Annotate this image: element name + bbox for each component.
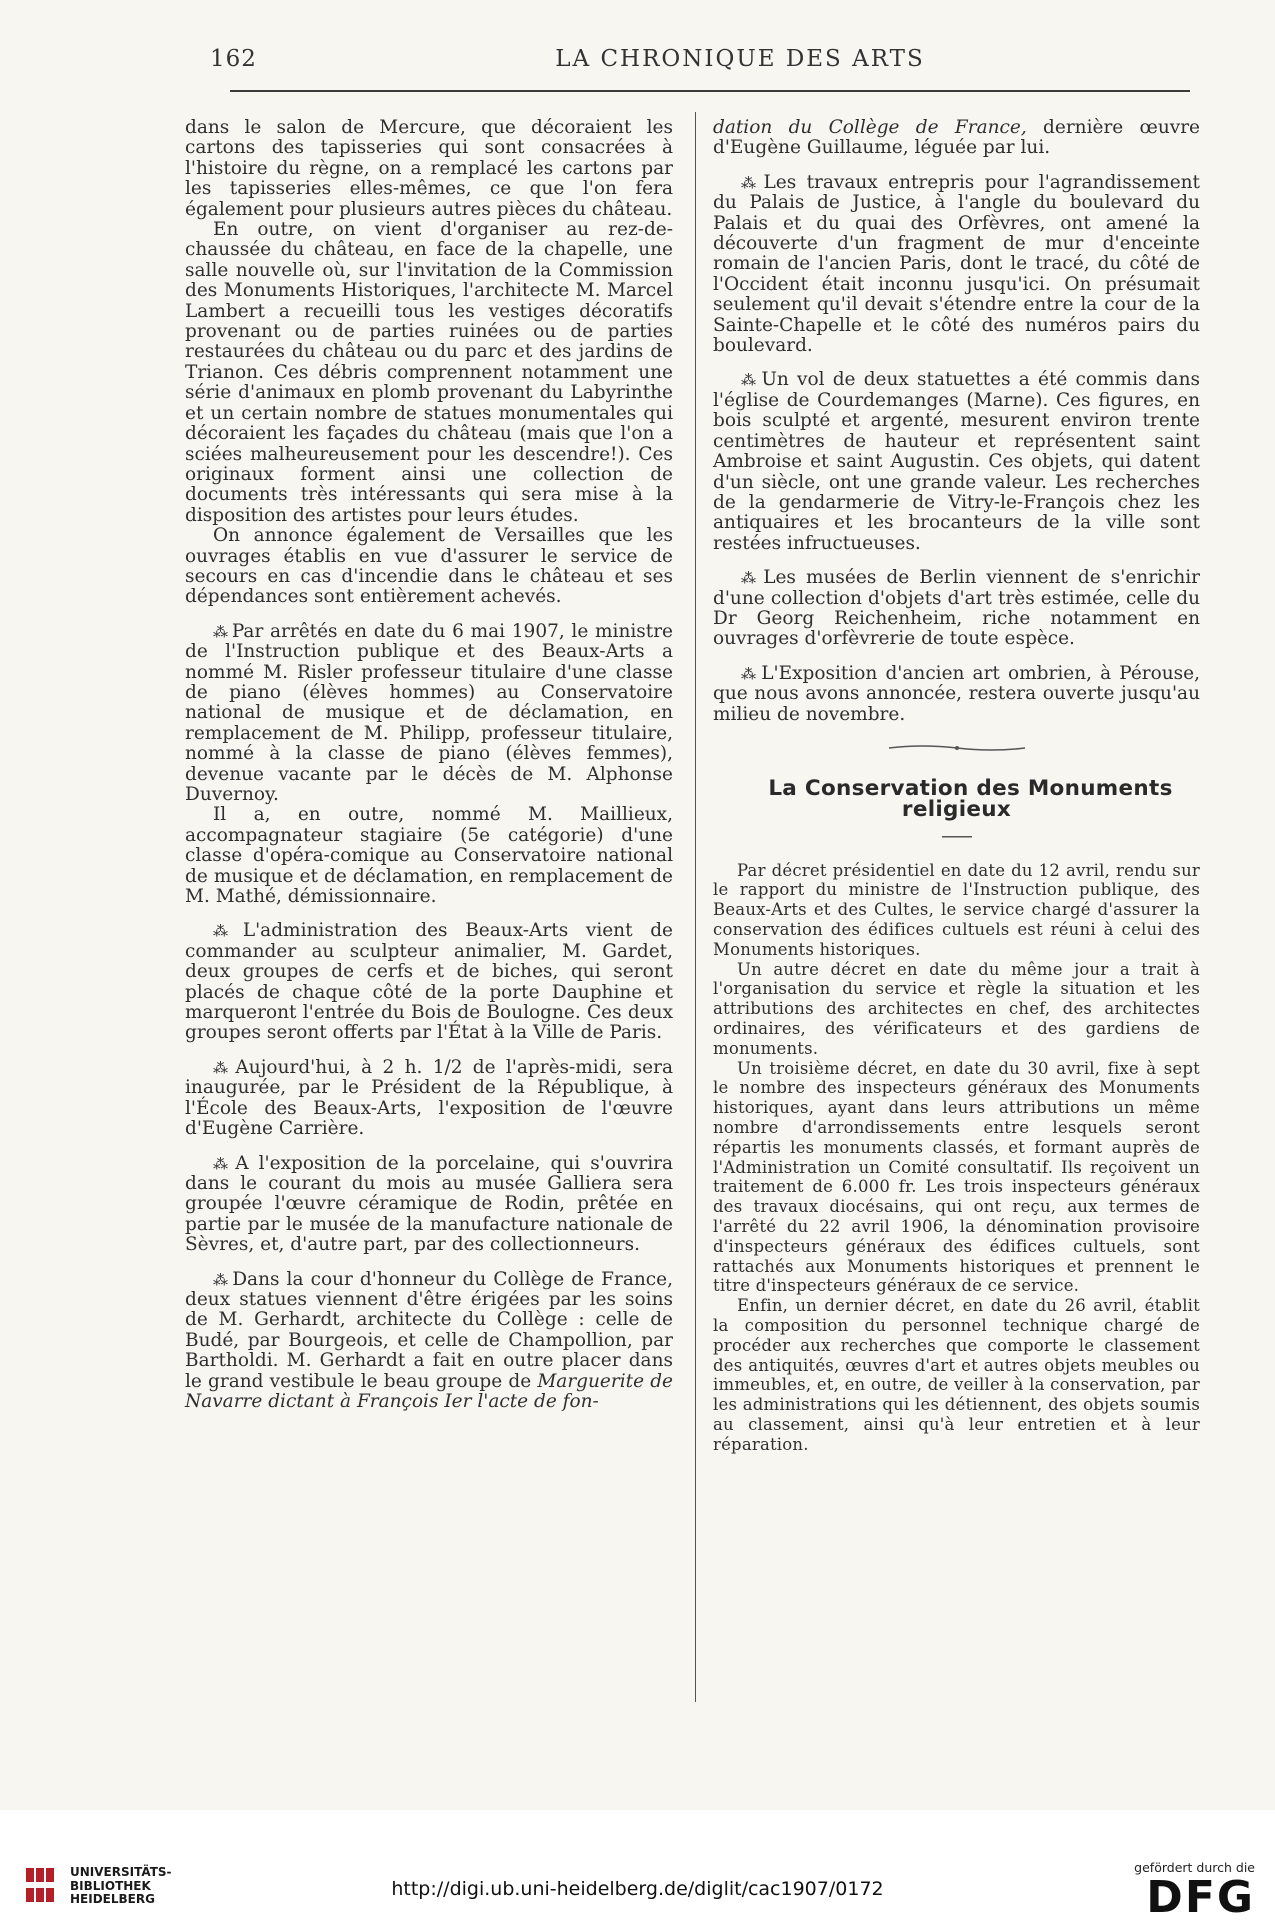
section-heading: La Conservation des Monuments religieux: [768, 776, 1173, 822]
news-item: ⁂ Par arrêtés en date du 6 mai 1907, le ministre de l'Instruction publique et des Beaux-Arts a nommé M. Risler professeur titulaire d'une classe de piano (élèves hommes) au Conservatoire national de musique et de déclamation, en remplacement de M. Philipp, professeur titulaire, nommé à la classe de piano (élèves femmes), devenue vacante par le décès de M. Alphonse Duvernoy.: [185, 620, 673, 805]
library-name: UNIVERSITÄTS- BIBLIOTHEK HEIDELBERG: [70, 1865, 172, 1906]
news-item: ⁂ Les travaux entrepris pour l'agrandissement du Palais de Justice, à l'angle du boulevard du Palais et du quai des Orfèvres, ont amené la découverte d'un fragment de mur d'enceinte romain de l'ancien Paris, dont le tracé, du côté de l'Occident était inconnu jusqu'ici. On présumait seulement qu'il devait s'étendre entre la cour de la Sainte-Chapelle et le côté des numéros pairs du boulevard.: [713, 171, 1200, 357]
section-body: [713, 861, 1200, 1455]
news-item: ⁂ A l'exposition de la porcelaine, qui s'ouvrira dans le courant du mois au musée Galliera sera groupée l'œuvre céramique de Rodin, prêtée en partie par le musée de la manufacture nationale de Sèvres, et, d'autre part, par des collectionneurs.: [185, 1152, 673, 1256]
flourish-icon: [887, 743, 1027, 753]
italic-title: Marguerite de Navarre dictant à François Ier l'acte de fon-: [185, 1370, 673, 1412]
paragraph: dans le salon de Mercure, que décoraient les cartons des tapisseries qui sont consacrées à l'histoire du règne, on a remplacé les cartons par les tapisseries elles-mêmes, ce que l'on fera également pour plusieurs autres pièces du château.: [185, 117, 673, 220]
paragraph: Enfin, un dernier décret, en date du 26 avril, établit la composition du personnel technique chargé de procéder aux recherches que comporte le classement des antiquités, œuvres d'art et autres objets meubles ou immeubles, et, en outre, de veiller à la conservation, par les administrations qui les détiennent, des objets soumis au classement, ainsi qu'à leur entretien et à leur réparation.: [713, 1296, 1200, 1454]
asterism-icon: ⁂: [213, 922, 239, 941]
paragraph: Il a, en outre, nommé M. Maillieux, accompagnateur stagiaire (5e catégorie) d'une classe d'opéra-comique au Conservatoire national de musique et de déclamation, en remplacement de M. Mathé, démissionnaire.: [185, 804, 673, 908]
header-rule: [230, 90, 1190, 92]
asterism-icon: ⁂: [741, 173, 760, 192]
italic-title: dation du Collège de France,: [713, 117, 1027, 138]
news-item: ⁂ L'Exposition d'ancien art ombrien, à Pérouse, que nous avons annoncée, restera ouverte jusqu'au milieu de novembre.: [713, 662, 1201, 725]
column-divider: [695, 112, 696, 1702]
left-column: [185, 118, 673, 1412]
asterism-icon: ⁂: [741, 664, 758, 683]
news-item: ⁂ Aujourd'hui, à 2 h. 1/2 de l'après-midi, sera inaugurée, par le Président de la République, à l'École des Beaux-Arts, l'exposition de l'œuvre d'Eugène Carrière.: [185, 1056, 673, 1140]
paragraph: dation du Collège de France, dernière œuvre d'Eugène Guillaume, léguée par lui.: [713, 117, 1200, 159]
right-column: [713, 118, 1200, 1455]
paragraph: Un troisième décret, en date du 30 avril, fixe à sept le nombre des inspecteurs généraux des Monuments historiques, ayant dans leurs attributions un même nombre d'arrondissements entre lesquels seront répartis les monuments classés, et formant auprès de l'Administration un Comité consultatif. Ils reçoivent un traitement de 6.000 fr. Les trois inspecteurs généraux des travaux diocésains, qui ont reçu, aux termes de l'arrêté du 22 avril 1906, la dénomination provisoire d'inspecteurs généraux des édifices cultuels, sont rattachés aux Monuments historiques et prennent le titre d'inspecteurs généraux de ce service.: [713, 1058, 1200, 1296]
news-item: ⁂ Un vol de deux statuettes a été commis dans l'église de Courdemanges (Marne). Ces figures, en bois sculpté et argenté, mesurent environ trente centimètres de hauteur et représentent saint Ambroise et saint Augustin. Ces objets, qui datent d'un siècle, ont une grande valeur. Les recherches de la gendarmerie de Vitry-le-François chez les antiquaires et les brocanteurs de la ville sont restées infructueuses.: [713, 369, 1200, 554]
heading-dash: [713, 824, 1200, 844]
paragraph: On annonce également de Versailles que les ouvrages établis en vue d'assurer le service de secours en cas d'incendie dans le château et ses dépendances sont entièrement achevés.: [185, 525, 673, 608]
asterism-icon: ⁂: [213, 1058, 232, 1077]
sponsor-block: [1095, 1860, 1255, 1921]
digitization-footer: [0, 1810, 1275, 1929]
sponsor-text: gefördert durch die: [1134, 1860, 1255, 1875]
asterism-icon: ⁂: [741, 371, 758, 390]
page-number: 162: [210, 46, 257, 72]
asterism-icon: ⁂: [213, 1270, 229, 1289]
paragraph: En outre, on vient d'organiser au rez-de-chaussée du château, en face de la chapelle, une salle nouvelle où, sur l'invitation de la Commission des Monuments Historiques, l'architecte M. Marcel Lambert a recueilli tous les vestiges décoratifs provenant ou de parties ruinées ou de parties restaurées du château ou du parc et des jardins de Trianon. Ces débris comprennent notamment une série d'animaux en plomb provenant du Labyrinthe et un certain nombre de statues monumentales qui décoraient les façades du château (mais que l'on a sciées malheureusement pour les descendre!). Ces originaux forment ainsi une collection de documents très intéressants qui sera mise à la disposition des artistes pour leurs études.: [185, 219, 673, 526]
permalink[interactable]: http://digi.ub.uni-heidelberg.de/diglit/cac1907/0172: [391, 1878, 884, 1900]
flourish-divider: [713, 739, 1200, 759]
news-item: ⁂ Dans la cour d'honneur du Collège de France, deux statues viennent d'être érigées par les soins de M. Gerhardt, architecte du Collège : celle de Budé, par Bourgeois, et celle de Champollion, par Bartholdi. M. Gerhardt a fait en outre placer dans le grand vestibule le beau groupe de Marguerite de Navarre dictant à François Ier l'acte de fon-: [185, 1268, 673, 1412]
paragraph: Un autre décret en date du même jour a trait à l'organisation du service et règle la situation et les attributions des architectes en chef, des architectes ordinaires, des vérificateurs et des gardiens de monuments.: [713, 959, 1200, 1058]
paragraph: Par décret présidentiel en date du 12 avril, rendu sur le rapport du ministre de l'Instruction publique, des Beaux-Arts et des Cultes, le service chargé d'assurer la conservation des édifices cultuels est réuni à celui des Monuments historiques.: [713, 860, 1200, 959]
asterism-icon: ⁂: [741, 569, 760, 588]
page-header: [200, 42, 1180, 82]
news-item: ⁂ L'administration des Beaux-Arts vient de commander au sculpteur animalier, M. Gardet, deux groupes de cerfs et de biches, qui seront placés de chaque côté de la porte Dauphine et marqueront l'entrée du Bois de Boulogne. Ces deux groupes seront offerts par l'État à la Ville de Paris.: [185, 920, 674, 1044]
dash-icon: [942, 835, 972, 839]
news-item: ⁂ Les musées de Berlin viennent de s'enrichir d'une collection d'objets d'art très estimée, celle du Dr Georg Reichenheim, riche notamment en ouvrages d'orfèvrerie de toute espèce.: [713, 567, 1200, 650]
asterism-icon: ⁂: [213, 1154, 232, 1173]
asterism-icon: ⁂: [213, 622, 228, 641]
dfg-logo[interactable]: DFG: [1146, 1872, 1255, 1923]
running-title: LA CHRONIQUE DES ARTS: [555, 46, 925, 72]
